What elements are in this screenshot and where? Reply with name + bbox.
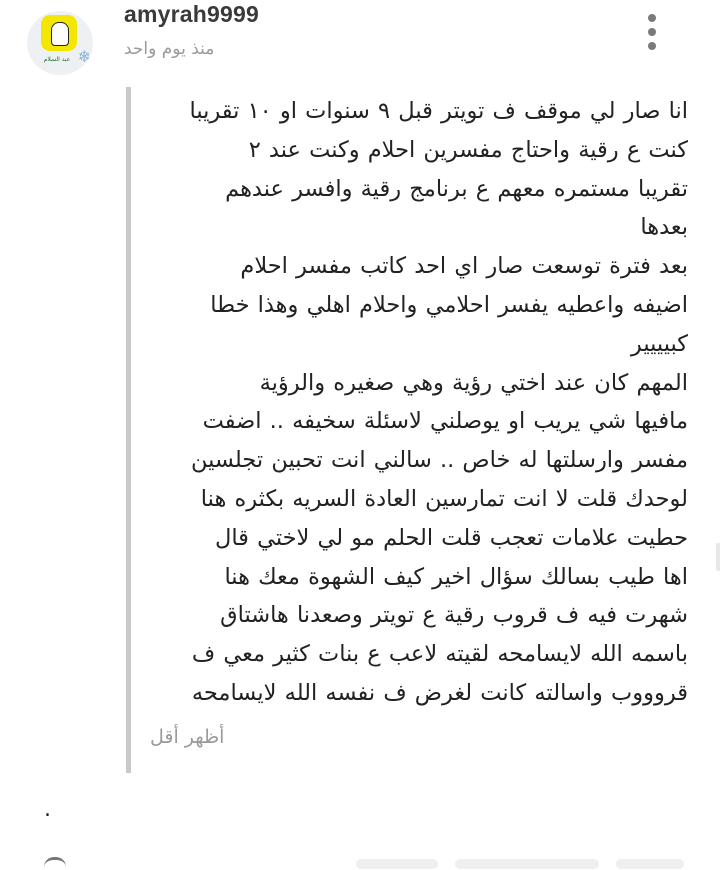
comment-line: كبيييير (630, 330, 688, 357)
comment-line: لوحدك قلت لا انت تمارسين العادة السريه بكثره هنا (200, 485, 688, 512)
quote-bar (126, 87, 131, 773)
scroll-edge-indicator (716, 543, 720, 571)
comment-line: تقريبا مستمره معهم ع برنامج رقية وافسر عندهم (225, 175, 688, 202)
username[interactable]: amyrah9999 (124, 1, 259, 27)
action-chip[interactable] (616, 859, 684, 869)
comment-line: اها طيب بسالك سؤال اخير كيف الشهوة معك هنا (224, 563, 688, 590)
more-vertical-icon (648, 14, 656, 22)
more-vertical-icon-dot (648, 42, 656, 50)
partial-icon (44, 857, 66, 870)
more-options-button[interactable] (636, 10, 668, 54)
avatar-caption: عبد السلام (43, 56, 71, 63)
comment-line: كنت ع رقية واحتاج مفسرين احلام وكنت عند ٢ (248, 136, 688, 163)
comment-line: اضيفه واعطيه يفسر احلامي واحلام اهلي وهذا خطا (210, 291, 688, 318)
show-less-link[interactable]: أظهر أقل (150, 726, 225, 748)
comment-line: بعد فترة توسعت صار اي احد كاتب مفسر احلام (240, 253, 688, 280)
more-vertical-icon-dot (648, 28, 656, 36)
comment-line: المهم كان عند اختي رؤية وهي صغيره والرؤية (259, 369, 688, 396)
snowflake-icon: ❄ (77, 47, 91, 66)
comment-body (146, 92, 688, 713)
next-comment-preview (0, 855, 720, 866)
comment-line: حطيت علامات تعجب قلت الحلم مو لي لاختي قال (214, 524, 688, 551)
ghost-face (51, 22, 69, 46)
avatar[interactable] (27, 11, 93, 75)
comment-line: انا صار لي موقف ف تويتر قبل ٩ سنوات او ١٠ تقريبا (189, 98, 688, 124)
action-chip[interactable] (455, 859, 599, 869)
next-comment-text: . (44, 797, 51, 822)
comment-line: قروووب واسالته كانت لغرض ف نفسه الله لايسامحه (191, 679, 688, 706)
action-chip[interactable] (356, 859, 438, 869)
comment-line: باسمه الله لايسامحه لقيته لاعب ع بنات كثير معي ف (191, 641, 688, 668)
timestamp: منذ يوم واحد (124, 39, 215, 59)
comment-line: مفسر وارسلتها له خاص .. سالني انت تحبين تجلسين (190, 447, 688, 474)
comment-line: شهرت فيه ف قروب رقية ع تويتر وصعدنا هاشتاق (220, 602, 688, 629)
snapchat-ghost-icon (41, 15, 77, 51)
comment-line: مافيها شي يريب او يوصلني لاسئلة سخيفه .. اضفت (202, 408, 688, 435)
comment-line: بعدها (640, 214, 688, 241)
